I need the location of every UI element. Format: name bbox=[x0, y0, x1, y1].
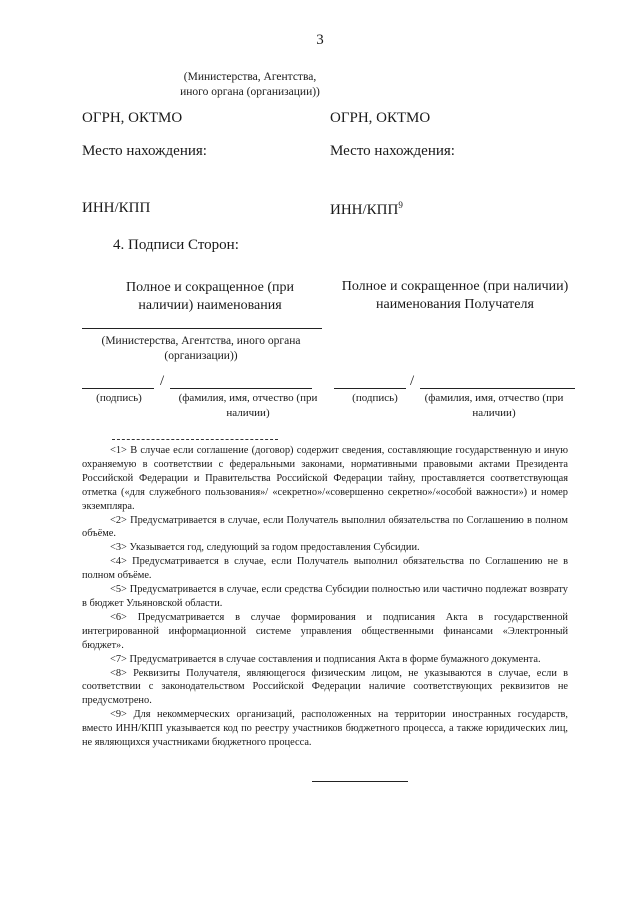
ministry-caption-sign: (Министерства, Агентства, иного органа (организации)) bbox=[101, 335, 301, 362]
footnote-3: <3> Указывается год, следующий за годом предоставления Субсидии. bbox=[110, 542, 420, 554]
left-fio-line bbox=[170, 388, 312, 389]
left-slash: / bbox=[160, 373, 165, 389]
footnote-2: <2> Предусматривается в случае, если Получатель выполнил обязательства по Соглашению в полном объёме. bbox=[82, 514, 568, 540]
page-number: 3 bbox=[316, 32, 324, 48]
left-ogrn-label: ОГРН, ОКТМО bbox=[82, 110, 183, 126]
left-fullname-caption: Полное и сокращенное (при наличии) наименования bbox=[125, 280, 295, 313]
left-signature-line bbox=[82, 388, 154, 389]
right-signature-caption: (подпись) bbox=[352, 392, 398, 404]
right-inn-label bbox=[330, 200, 403, 219]
footnote-8: <8> Реквизиты Получателя, являющегося физическим лицом, не указываются в случае, если в соответствии с законодательством Российской Федерации наличие соответствующих реквизитов не предусмотрено. bbox=[82, 667, 568, 707]
right-fio-caption: (фамилия, имя, отчество (при наличии) bbox=[424, 392, 564, 419]
left-fio-caption: (фамилия, имя, отчество (при наличии) bbox=[178, 392, 318, 419]
right-fullname-caption: Полное и сокращенное (при наличии) наименования Получателя bbox=[341, 279, 569, 312]
ministry-caption-top: (Министерства, Агентства, иного органа (организации)) bbox=[180, 71, 320, 98]
footnote-4: <4> Предусматривается в случае, если Получатель выполнил обязательства по Соглашению не в полном объёме. bbox=[82, 556, 568, 582]
signatures-heading: 4. Подписи Сторон: bbox=[113, 237, 239, 253]
inn-footnote-mark: 9 bbox=[398, 200, 403, 210]
left-location-label: Место нахождения: bbox=[82, 143, 207, 159]
right-inn-text: ИНН/КПП bbox=[330, 202, 399, 218]
footnote-separator bbox=[112, 439, 278, 440]
closing-line bbox=[312, 781, 408, 782]
right-slash: / bbox=[410, 373, 415, 389]
left-signature-caption: (подпись) bbox=[96, 392, 142, 404]
right-location-label: Место нахождения: bbox=[330, 143, 455, 159]
ministry-name-line bbox=[82, 328, 322, 329]
right-ogrn-label: ОГРН, ОКТМО bbox=[330, 110, 431, 126]
footnotes-block bbox=[82, 444, 568, 750]
footnote-1: <1> В случае если соглашение (договор) содержит сведения, составляющие государственную и иную охраняемую в соответствии с федеральными законами, нормативными правовыми актами Президента Российской Федерации и Правительства Российской Федерации тайну, проставляется соответствующая отметка («для служебного пользования»/ «секретно»/«совершенно секретно»/«особой важности») и номер экземпляра. bbox=[82, 445, 568, 512]
right-fio-line bbox=[420, 388, 575, 389]
footnote-9: <9> Для некоммерческих организаций, расположенных на территории иностранных государств, вместо ИНН/КПП указывается код по реестру участников бюджетного процесса, а также юридических лиц, не являющихся участниками бюджетного процесса. bbox=[82, 709, 568, 749]
left-inn-label: ИНН/КПП bbox=[82, 200, 151, 216]
right-signature-line bbox=[334, 388, 406, 389]
footnote-6: <6> Предусматривается в случае формирования и подписания Акта в государственной интегрированной информационной системе управления общественными финансами «Электронный бюджет». bbox=[82, 611, 568, 651]
footnote-5: <5> Предусматривается в случае, если средства Субсидии полностью или частично подлежат возврату в бюджет Ульяновской области. bbox=[82, 584, 568, 609]
footnote-7: <7> Предусматривается в случае составления и подписания Акта в форме бумажного документа. bbox=[110, 653, 541, 665]
